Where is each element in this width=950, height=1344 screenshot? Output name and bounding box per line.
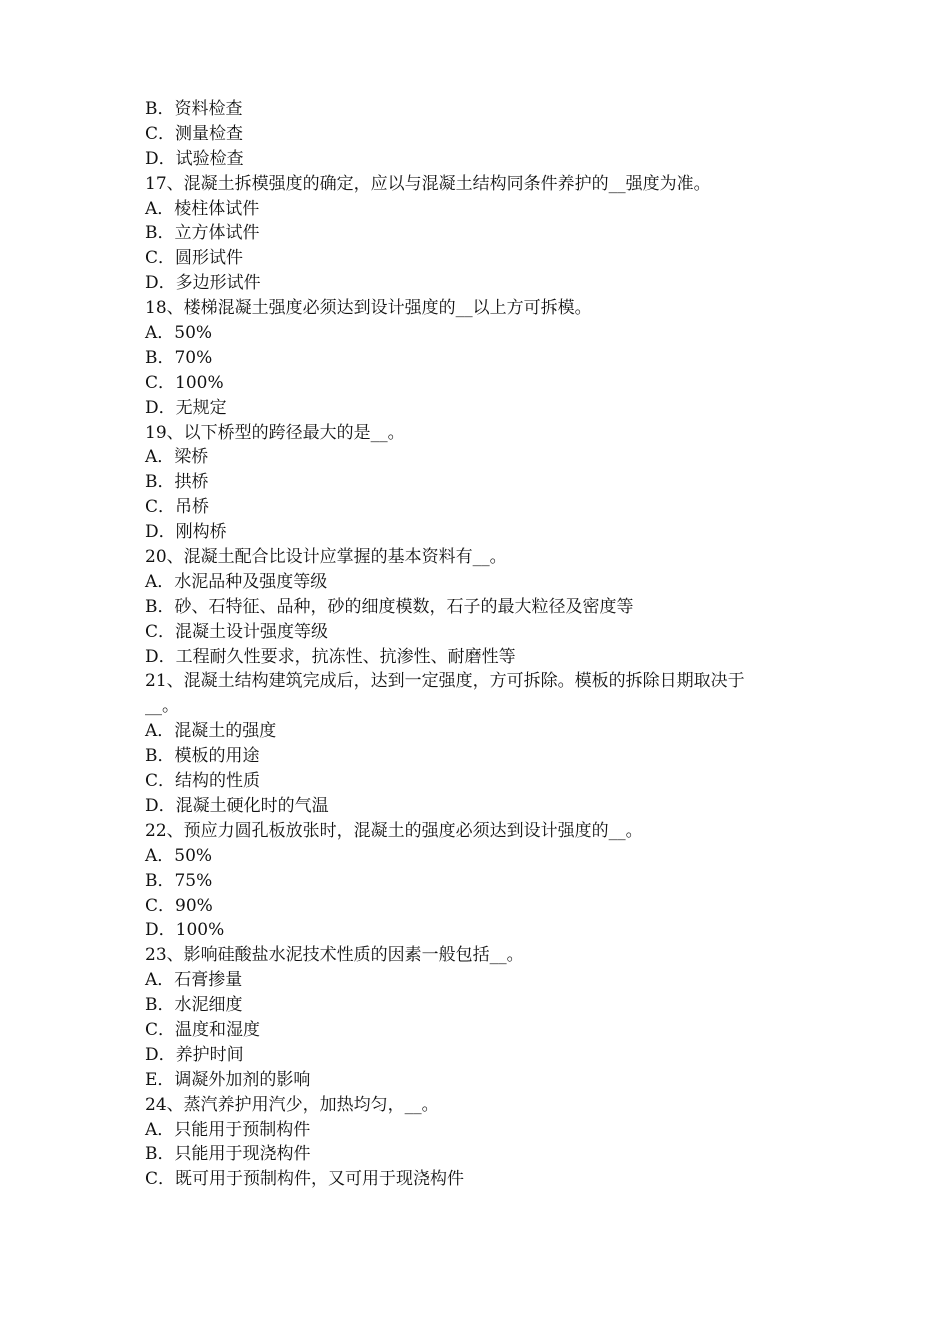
option-line: A．梁桥 [145, 447, 209, 468]
option-line: B．拱桥 [145, 472, 209, 493]
question-22: 22、预应力圆孔板放张时，混凝土的强度必须达到设计强度的__。 [145, 820, 643, 841]
question-21-continuation: __。 [145, 696, 179, 717]
option-line: D．刚构桥 [145, 522, 227, 543]
option-line: C．既可用于预制构件，又可用于现浇构件 [145, 1169, 465, 1190]
option-line: C．结构的性质 [145, 771, 261, 792]
question-21: 21、混凝土结构建筑完成后，达到一定强度，方可拆除。模板的拆除日期取决于 [145, 671, 745, 692]
option-line: A．50% [145, 845, 213, 866]
option-line: A．只能用于预制构件 [145, 1119, 311, 1140]
question-18: 18、楼梯混凝土强度必须达到设计强度的__以上方可拆模。 [145, 298, 592, 319]
option-line: A．50% [145, 323, 213, 344]
question-24: 24、蒸汽养护用汽少，加热均匀，__。 [145, 1094, 439, 1115]
option-line: C．测量检查 [145, 123, 244, 144]
option-line: C．温度和湿度 [145, 1019, 261, 1040]
option-line: B．水泥细度 [145, 995, 243, 1016]
option-line: D．混凝土硬化时的气温 [145, 795, 329, 816]
option-line: C．圆形试件 [145, 248, 244, 269]
option-line: B．只能用于现浇构件 [145, 1144, 311, 1165]
option-line: C．吊桥 [145, 497, 210, 518]
option-line: C．混凝土设计强度等级 [145, 621, 329, 642]
option-line: B．75% [145, 870, 213, 891]
question-19: 19、以下桥型的跨径最大的是__。 [145, 422, 405, 443]
option-line: C．100% [145, 372, 224, 393]
question-17: 17、混凝土拆模强度的确定，应以与混凝土结构同条件养护的__强度为准。 [145, 173, 711, 194]
option-line: B．砂、石特征、品种，砂的细度模数，石子的最大粒径及密度等 [145, 596, 634, 617]
question-20: 20、混凝土配合比设计应掌握的基本资料有__。 [145, 547, 507, 568]
option-line: B．模板的用途 [145, 746, 260, 767]
option-line: A．混凝土的强度 [145, 721, 277, 742]
document-text [145, 97, 825, 1192]
option-line: A．水泥品种及强度等级 [145, 571, 328, 592]
option-line: D．试验检查 [145, 148, 244, 169]
option-line: C．90% [145, 895, 213, 916]
option-line: A．棱柱体试件 [145, 198, 260, 219]
option-line: E．调凝外加剂的影响 [145, 1069, 311, 1090]
option-line: B．立方体试件 [145, 223, 260, 244]
option-line: D．无规定 [145, 397, 227, 418]
option-line: B．70% [145, 347, 213, 368]
option-line: D．多边形试件 [145, 273, 261, 294]
option-line: D．养护时间 [145, 1044, 244, 1065]
option-line: D．工程耐久性要求，抗冻性、抗渗性、耐磨性等 [145, 646, 516, 667]
option-line: A．石膏掺量 [145, 970, 243, 991]
question-23: 23、影响硅酸盐水泥技术性质的因素一般包括__。 [145, 945, 524, 966]
option-line: B．资料检查 [145, 99, 243, 119]
option-line: D．100% [145, 920, 225, 941]
